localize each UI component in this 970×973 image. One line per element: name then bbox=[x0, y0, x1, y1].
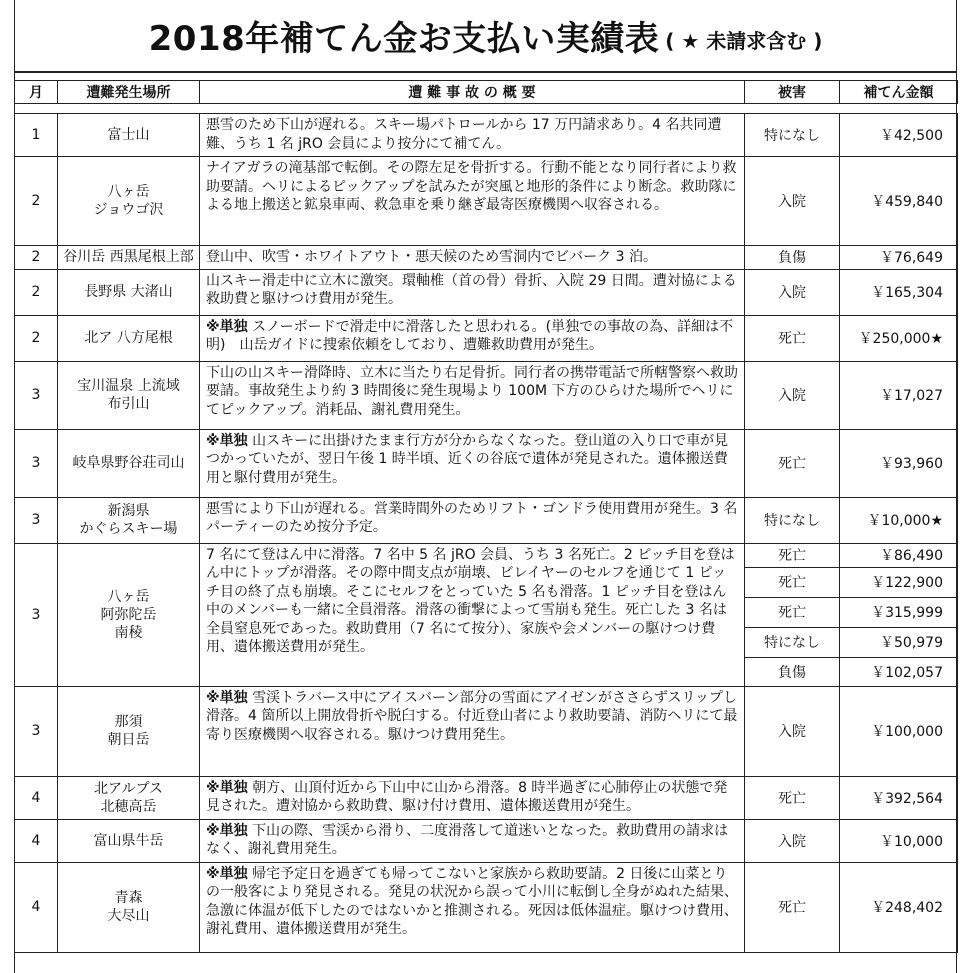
location-line: 朝日岳 bbox=[107, 732, 150, 748]
payment-record-table bbox=[14, 80, 958, 953]
month-cell: 2 bbox=[15, 315, 58, 361]
summary-text: スノーボードで滑走中に滑落したと思われる。(単独での事故の為、詳細は不明) 山岳ガイドに捜索依頼をしており、遭難救助費用が発生。 bbox=[206, 318, 734, 353]
summary-cell bbox=[200, 497, 745, 543]
summary-cell bbox=[200, 114, 745, 157]
location-cell bbox=[58, 246, 200, 270]
table-row bbox=[15, 269, 958, 315]
location-line: 八ヶ岳 bbox=[107, 184, 150, 200]
amount-cell: ￥165,304 bbox=[840, 269, 958, 315]
location-line: 新潟県 bbox=[107, 503, 150, 519]
summary-text: 帰宅予定日を過ぎても帰ってこないと家族から救助要請。2 日後に山菜とりの一般客により発見される。発見の状況から誤って小川に転倒し全身がぬれた結果、急激に体温が低下したのではないかと推測される。死因は低体温症。駆けつけ費用、謝礼費用、遺体搬送費用が発生。 bbox=[206, 865, 738, 937]
page-title bbox=[14, 0, 957, 73]
location-line: 布引山 bbox=[107, 396, 150, 412]
location-line: かぐらスキー場 bbox=[79, 521, 178, 537]
summary-cell bbox=[200, 429, 745, 497]
location-line: 岐阜県野谷荘司山 bbox=[72, 455, 185, 471]
summary-text: ナイアガラの滝基部で転倒。その際左足を骨折する。行動不能となり同行者により救助要請。ヘリによるピックアップを試みたが突風と地形的条件により断念。救助隊による地上搬送と鉱泉車両、救急車を乗り継ぎ最寄医療機関へ収容される。 bbox=[206, 160, 737, 213]
location-cell bbox=[58, 315, 200, 361]
month-cell: 4 bbox=[15, 776, 58, 819]
header-amount: 補てん金額 bbox=[840, 81, 958, 104]
summary-cell bbox=[200, 686, 745, 776]
header-place: 遭難発生場所 bbox=[58, 81, 200, 104]
title-main: 2018年補てん金お支払い実績表 bbox=[148, 19, 660, 59]
amount-cell: ￥42,500 bbox=[840, 114, 958, 157]
table-row bbox=[15, 686, 958, 776]
summary-cell bbox=[200, 315, 745, 361]
header-row bbox=[15, 81, 958, 104]
amount-cell: ￥17,027 bbox=[840, 361, 958, 429]
header-damage: 被害 bbox=[745, 81, 840, 104]
summary-text: 悪雪のため下山が遅れる。スキー場パトロールから 17 万円請求あり。4 名共同遭難、うち 1 名 jRO 会員により按分にて補てん。 bbox=[206, 117, 722, 152]
location-cell bbox=[58, 497, 200, 543]
summary-cell bbox=[200, 543, 745, 686]
amount-cell: ￥102,057 bbox=[840, 657, 958, 686]
damage-cell: 特になし bbox=[745, 627, 840, 657]
location-line: 富士山 bbox=[107, 127, 150, 143]
damage-cell: 負傷 bbox=[745, 657, 840, 686]
damage-cell: 死亡 bbox=[745, 543, 840, 567]
amount-cell: ￥50,979 bbox=[840, 627, 958, 657]
amount-cell: ￥392,564 bbox=[840, 776, 958, 819]
amount-cell: ￥459,840 bbox=[840, 157, 958, 246]
amount-cell: ￥122,900 bbox=[840, 567, 958, 597]
summary-text: 7 名にて登はん中に滑落。7 名中 5 名 jRO 会員、うち 3 名死亡。2 ピッチ目を登はん中にトップが滑落。その際中間支点が崩壊、ビレイヤーのセルフを通じて 1 ピッチ目の終了点も崩壊。そこにセルフをとっていた 5 名も滑落。1 ピッチ目を登はん中のメンバーも一緒に全員滑落。滑落の衝撃によって雪崩も発生。死亡した 3 名は全員窒息死であった。救助費用（7 名にて按分）、家族や会メンバーの駆けつけ費用、遺体搬送費用が発生。 bbox=[206, 546, 735, 655]
summary-text: 下山の山スキー滑降時、立木に当たり右足骨折。同行者の携帯電話で所轄警察へ救助要請。事故発生より約 3 時間後に発生現場より 100M 下方のひらけた場所でヘリにてピックアップ。消耗品、謝礼費用発生。 bbox=[206, 364, 738, 418]
location-cell bbox=[58, 543, 200, 686]
location-line: 南稜 bbox=[114, 624, 143, 641]
location-line: 富山県牛岳 bbox=[93, 832, 164, 849]
solo-marker: ※単独 bbox=[206, 689, 248, 706]
summary-cell bbox=[200, 819, 745, 862]
amount-cell: ￥10,000 bbox=[840, 819, 958, 862]
damage-cell: 特になし bbox=[745, 497, 840, 543]
location-line: 那須 bbox=[114, 714, 143, 730]
summary-cell bbox=[200, 157, 745, 246]
amount-cell: ￥250,000★ bbox=[840, 315, 958, 361]
table-body bbox=[15, 114, 958, 953]
table-row bbox=[15, 543, 958, 567]
month-cell: 3 bbox=[15, 497, 58, 543]
amount-cell: ￥100,000 bbox=[840, 686, 958, 776]
table-row bbox=[15, 114, 958, 157]
month-cell: 3 bbox=[15, 361, 58, 429]
month-cell: 3 bbox=[15, 543, 58, 686]
summary-cell bbox=[200, 246, 745, 270]
damage-cell: 入院 bbox=[745, 686, 840, 776]
damage-cell: 入院 bbox=[745, 361, 840, 429]
amount-cell: ￥76,649 bbox=[840, 246, 958, 270]
table-row bbox=[15, 361, 958, 429]
damage-cell: 死亡 bbox=[745, 862, 840, 952]
damage-cell: 死亡 bbox=[745, 567, 840, 597]
summary-text: 山スキーに出掛けたまま行方が分からなくなった。登山道の入り口で車が見つかっていたが、翌日午後 1 時半頃、近くの谷底で遺体が発見された。遺体搬送費用と駆付費用が発生。 bbox=[206, 432, 729, 486]
summary-text: 雪渓トラバース中にアイスバーン部分の雪面にアイゼンがささらずスリップし滑落。4 箇所以上開放骨折や脱臼する。付近登山者により救助要請、消防ヘリにて最寄り医療機関へ収容される。駆けつけ費用発生。 bbox=[206, 689, 738, 743]
amount-cell: ￥86,490 bbox=[840, 543, 958, 567]
solo-marker: ※単独 bbox=[206, 318, 248, 335]
location-line: 谷川岳 西黒尾根上部 bbox=[63, 249, 194, 266]
summary-text: 朝方、山頂付近から下山中に山から滑落。8 時半過ぎに心肺停止の状態で発見された。遭対協から救助費、駆け付け費用、遺体搬送費用が発生。 bbox=[206, 779, 728, 814]
month-cell: 2 bbox=[15, 269, 58, 315]
location-line: 宝川温泉 上流域 bbox=[77, 378, 180, 394]
amount-cell: ￥93,960 bbox=[840, 429, 958, 497]
location-line: ジョウゴ沢 bbox=[93, 202, 164, 218]
table-row bbox=[15, 429, 958, 497]
month-cell: 4 bbox=[15, 862, 58, 952]
summary-text: 下山の際、雪渓から滑り、二度滑落して道迷いとなった。救助費用の請求はなく、謝礼費用発生。 bbox=[206, 822, 729, 857]
summary-cell bbox=[200, 776, 745, 819]
month-cell: 3 bbox=[15, 686, 58, 776]
table-row bbox=[15, 776, 958, 819]
table-row bbox=[15, 157, 958, 246]
damage-cell: 特になし bbox=[745, 114, 840, 157]
location-cell bbox=[58, 776, 200, 819]
damage-cell: 死亡 bbox=[745, 597, 840, 627]
header-summary: 遭 難 事 故 の 概 要 bbox=[200, 81, 745, 104]
location-line: 大尽山 bbox=[107, 908, 150, 924]
damage-cell: 入院 bbox=[745, 269, 840, 315]
location-cell bbox=[58, 819, 200, 862]
table-row bbox=[15, 315, 958, 361]
summary-cell bbox=[200, 269, 745, 315]
solo-marker: ※単独 bbox=[206, 822, 248, 839]
location-line: 阿弥陀岳 bbox=[100, 606, 157, 623]
amount-cell: ￥10,000★ bbox=[840, 497, 958, 543]
month-cell: 4 bbox=[15, 819, 58, 862]
solo-marker: ※単独 bbox=[206, 779, 248, 796]
location-cell bbox=[58, 361, 200, 429]
month-cell: 2 bbox=[15, 157, 58, 246]
damage-cell: 死亡 bbox=[745, 776, 840, 819]
location-cell bbox=[58, 862, 200, 952]
location-cell bbox=[58, 429, 200, 497]
summary-cell bbox=[200, 862, 745, 952]
damage-cell: 負傷 bbox=[745, 246, 840, 270]
summary-text: 山スキー滑走中に立木に激突。環軸椎（首の骨）骨折、入院 29 日間。遭対協による救助費と駆けつけ費用が発生。 bbox=[206, 272, 737, 307]
location-line: 北穂高岳 bbox=[100, 798, 157, 815]
location-cell bbox=[58, 269, 200, 315]
table-row bbox=[15, 862, 958, 952]
table-row bbox=[15, 246, 958, 270]
damage-cell: 死亡 bbox=[745, 429, 840, 497]
damage-cell: 入院 bbox=[745, 819, 840, 862]
location-line: 青森 bbox=[114, 890, 143, 906]
solo-marker: ※単独 bbox=[206, 865, 248, 882]
location-line: 北ア 八方尾根 bbox=[84, 330, 173, 346]
location-cell bbox=[58, 114, 200, 157]
month-cell: 2 bbox=[15, 246, 58, 270]
solo-marker: ※単独 bbox=[206, 432, 248, 449]
table-row bbox=[15, 497, 958, 543]
location-line: 長野県 大渚山 bbox=[84, 284, 173, 300]
location-cell bbox=[58, 157, 200, 246]
location-cell bbox=[58, 686, 200, 776]
damage-cell: 入院 bbox=[745, 157, 840, 246]
table-row bbox=[15, 819, 958, 862]
amount-cell: ￥315,999 bbox=[840, 597, 958, 627]
summary-text: 悪雪により下山が遅れる。営業時間外のためリフト・ゴンドラ使用費用が発生。3 名パーティーのため按分予定。 bbox=[206, 500, 738, 535]
summary-text: 登山中、吹雪・ホワイトアウト・悪天候のため雪洞内でビバーク 3 泊。 bbox=[206, 249, 657, 265]
month-cell: 3 bbox=[15, 429, 58, 497]
month-cell: 1 bbox=[15, 114, 58, 157]
header-month: 月 bbox=[15, 81, 58, 104]
amount-cell: ￥248,402 bbox=[840, 862, 958, 952]
location-line: 北アルプス bbox=[94, 780, 163, 797]
summary-cell bbox=[200, 361, 745, 429]
header-gap bbox=[15, 104, 958, 114]
title-note: ( ★ 未請求含む ) bbox=[665, 29, 823, 53]
location-line: 八ヶ岳 bbox=[107, 588, 150, 605]
damage-cell: 死亡 bbox=[745, 315, 840, 361]
